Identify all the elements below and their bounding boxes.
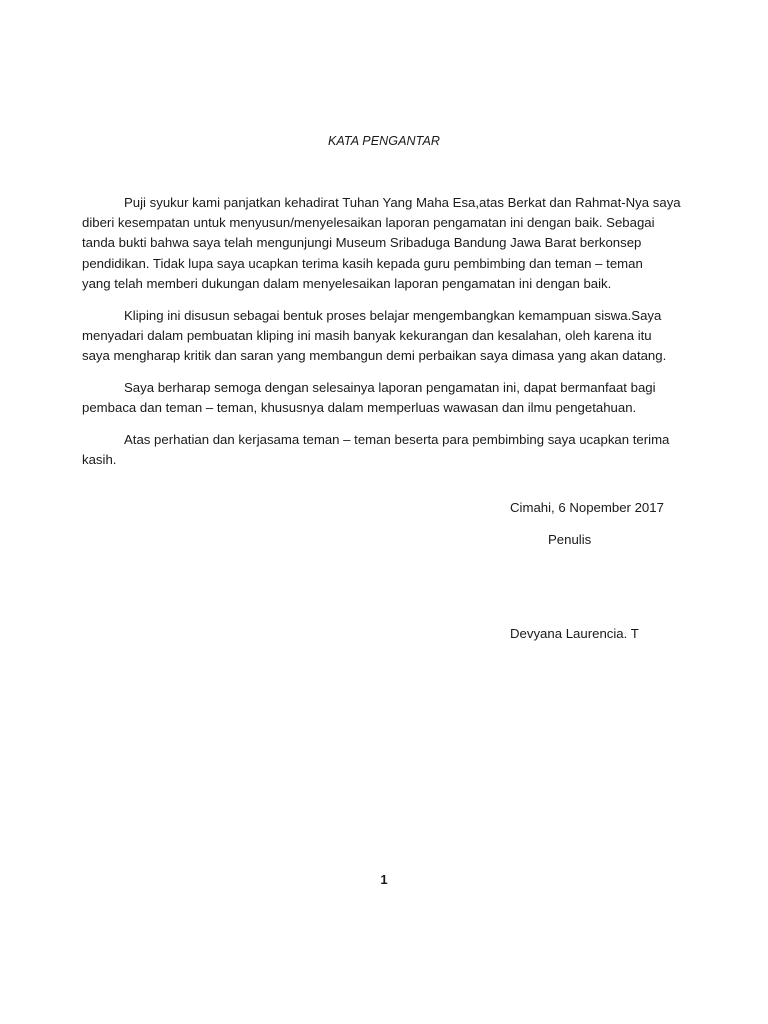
paragraph-line: Kliping ini disusun sebagai bentuk proses belajar mengembangkan kemampuan siswa.Saya — [124, 307, 662, 323]
paragraph-line: menyadari dalam pembuatan kliping ini masih banyak kekurangan dan kesalahan, oleh karena itu — [82, 327, 652, 343]
paragraph-line: diberi kesempatan untuk menyusun/menyelesaikan laporan pengamatan ini dengan baik. Sebagai — [82, 215, 655, 231]
paragraph-line: tanda bukti bahwa saya telah mengunjungi Museum Sribaduga Bandung Jawa Barat berkonsep — [82, 235, 642, 251]
author-name: Devyana Laurencia. T — [510, 626, 639, 641]
paragraph-line: pendidikan. Tidak lupa saya ucapkan terima kasih kepada guru pembimbing dan teman – teman — [82, 255, 643, 271]
author-label: Penulis — [548, 532, 592, 547]
paragraph-line: saya mengharap kritik dan saran yang membangun demi perbaikan saya dimasa yang akan datang. — [82, 347, 667, 363]
page-title: KATA PENGANTAR — [327, 134, 441, 148]
paragraph-line: Puji syukur kami panjatkan kehadirat Tuhan Yang Maha Esa,atas Berkat dan Rahmat-Nya saya — [124, 195, 681, 210]
paragraph-2 — [82, 306, 672, 367]
paragraph-line: kasih. — [82, 451, 117, 467]
page-number: 1 — [380, 872, 388, 887]
document-body — [82, 193, 681, 481]
paragraph-3 — [82, 378, 672, 418]
paragraph-line: pembaca dan teman – teman, khususnya dalam memperluas wawasan dan ilmu pengetahuan. — [82, 399, 637, 415]
paragraph-4 — [82, 430, 672, 470]
paragraph-line: Saya berharap semoga dengan selesainya laporan pengamatan ini, dapat bermanfaat bagi — [124, 379, 656, 395]
paragraph-line: Atas perhatian dan kerjasama teman – teman beserta para pembimbing saya ucapkan terima — [124, 431, 670, 447]
paragraph-1 — [82, 193, 681, 294]
paragraph-line: yang telah memberi dukungan dalam menyelesaikan laporan pengamatan ini dengan baik. — [82, 275, 612, 291]
place-date: Cimahi, 6 Nopember 2017 — [510, 500, 664, 515]
